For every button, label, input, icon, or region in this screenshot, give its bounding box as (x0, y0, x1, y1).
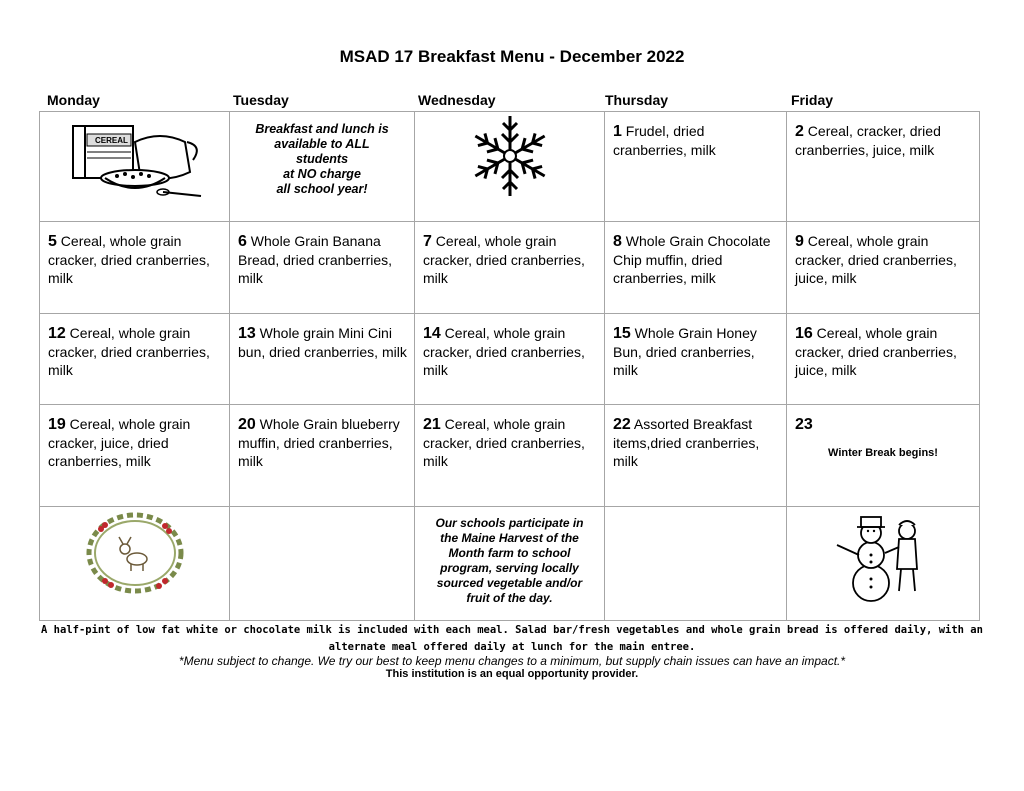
milk-policy-note: A half-pint of low fat white or chocolate milk is included with each meal. Salad bar/fresh vegetables and whole grain bread is offered daily, with an alternate meal offered daily at lunch for the main entree. (41, 624, 983, 653)
day-cell-14: 14 Cereal, whole grain cracker, dried cranberries, milk (415, 314, 605, 405)
day-cell-12: 12 Cereal, whole grain cracker, dried cranberries, milk (40, 314, 230, 405)
day-cell-16: 16 Cereal, whole grain cracker, dried cranberries, juice, milk (787, 314, 980, 405)
day-header-wednesday: Wednesday (418, 92, 496, 108)
page-title: MSAD 17 Breakfast Menu - December 2022 (339, 47, 685, 66)
empty-cell (605, 507, 787, 621)
calendar-week-4 (40, 405, 980, 507)
calendar-week-2 (40, 222, 980, 314)
day-header-monday: Monday (47, 92, 100, 108)
wreath-cell (40, 507, 230, 621)
cereal-box-label: CEREAL (94, 136, 128, 145)
day-cell-23: 23 Winter Break begins! (787, 405, 980, 507)
day-cell-2: 2 Cereal, cracker, dried cranberries, juice, milk (787, 112, 980, 222)
calendar-week-1 (40, 112, 980, 222)
day-cell-7: 7 Cereal, whole grain cracker, dried cranberries, milk (415, 222, 605, 314)
calendar-week-3 (40, 314, 980, 405)
day-header-friday: Friday (791, 92, 834, 108)
empty-cell (230, 507, 415, 621)
day-cell-5: 5 Cereal, whole grain cracker, dried cranberries, milk (40, 222, 230, 314)
day-cell-9: 9 Cereal, whole grain cracker, dried cranberries, juice, milk (787, 222, 980, 314)
harvest-note: Our schools participate in the Maine Harvest of the Month farm to school program, serving locally sourced vegetable and/or fruit of the day. (435, 516, 584, 605)
snowflake-icon (450, 112, 570, 200)
wreath-icon (80, 507, 190, 599)
day-cell-21: 21 Cereal, whole grain cracker, dried cranberries, milk (415, 405, 605, 507)
day-header-thursday: Thursday (605, 92, 669, 108)
menu-calendar (39, 111, 980, 621)
snowflake-cell (415, 112, 605, 222)
harvest-note-cell (415, 507, 605, 621)
day-cell-22: 22 Assorted Breakfast items,dried cranberries, milk (605, 405, 787, 507)
cereal-illustration-cell (40, 112, 230, 222)
day-cell-6: 6 Whole Grain Banana Bread, dried cranberries, milk (230, 222, 415, 314)
free-meals-note: Breakfast and lunch is available to ALL students at NO charge all school year! (255, 122, 389, 196)
winter-break-note: Winter Break begins! (828, 447, 938, 459)
calendar-week-5 (40, 507, 980, 621)
snowman-cell (787, 507, 980, 621)
day-cell-19: 19 Cereal, whole grain cracker, juice, dried cranberries, milk (40, 405, 230, 507)
free-meals-note-cell (230, 112, 415, 222)
menu-change-disclaimer: *Menu subject to change. We try our best to keep menu changes to a minimum, but supply chain issues can have an impact.* (178, 654, 846, 668)
day-cell-15: 15 Whole Grain Honey Bun, dried cranberries, milk (605, 314, 787, 405)
day-cell-8: 8 Whole Grain Chocolate Chip muffin, dried cranberries, milk (605, 222, 787, 314)
equal-opportunity-statement: This institution is an equal opportunity provider. (385, 668, 639, 680)
day-header-tuesday: Tuesday (233, 92, 289, 108)
cereal-breakfast-image (65, 112, 205, 200)
day-cell-13: 13 Whole grain Mini Cini bun, dried cranberries, milk (230, 314, 415, 405)
snowman-icon (823, 507, 943, 603)
day-cell-20: 20 Whole Grain blueberry muffin, dried cranberries, milk (230, 405, 415, 507)
day-cell-1: 1 Frudel, dried cranberries, milk (605, 112, 787, 222)
